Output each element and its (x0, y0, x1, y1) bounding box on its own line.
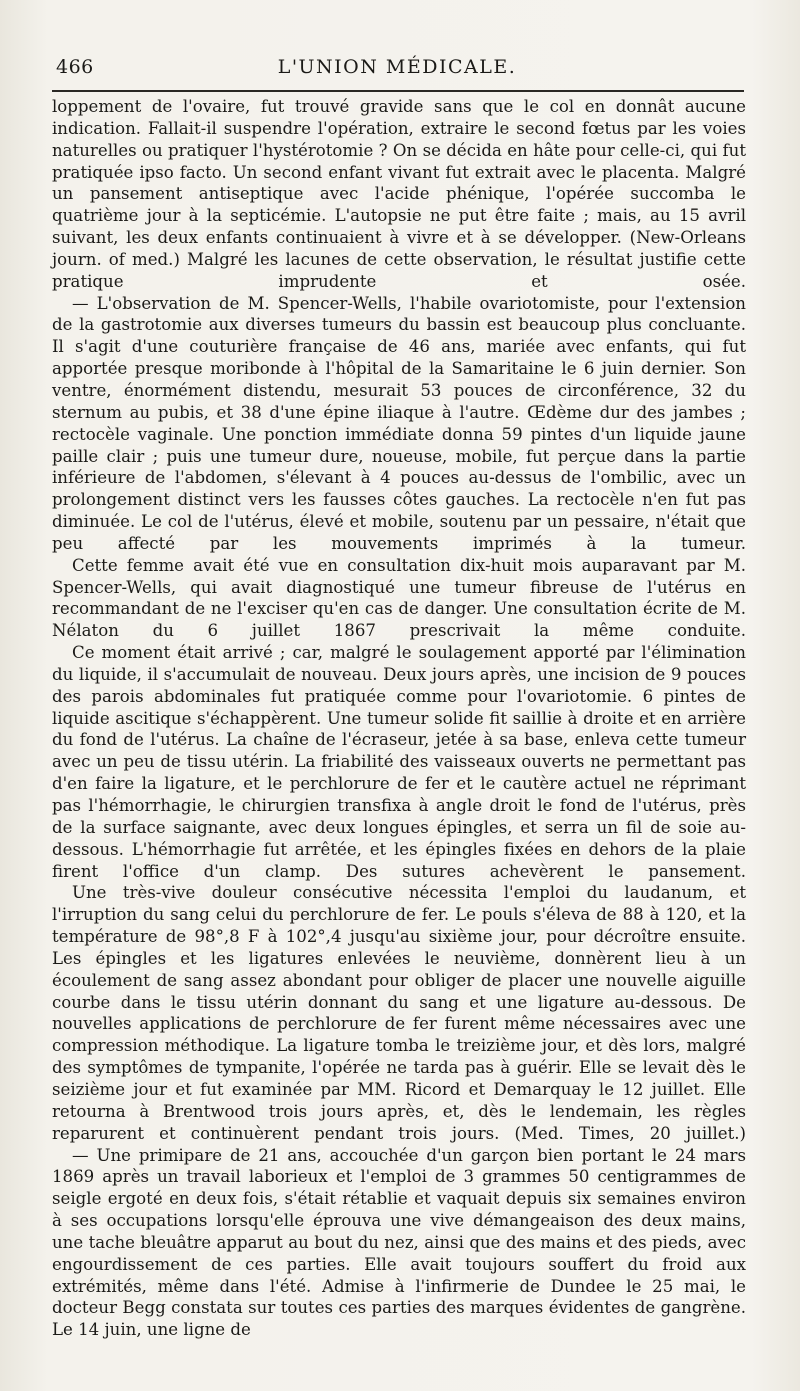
page-number: 466 (56, 56, 94, 78)
paragraph-5: Une très-vive douleur consécutive nécessita l'emploi du laudanum, et l'irruption du sang celui du perchlorure de fer. Le pouls s'éleva de 88 à 120, et la température de 98°,8 F à 102°,4 jusqu'au sixième jour, pour décroître ensuite. Les épingles et les ligatures enlevées le neuvième, donnèrent lieu à un écoulement de sang assez abondant pour obliger de placer une nouvelle aiguille courbe dans le tissu utérin donnant du sang et une ligature au-dessous. De nouvelles applications de perchlorure de fer furent même nécessaires avec une compression méthodique. La ligature tomba le treizième jour, et dès lors, malgré des symptômes de tympanite, l'opérée ne tarda pas à guérir. Elle se levait dès le seizième jour et fut examinée par MM. Ricord et Demarquay le 12 juillet. Elle retourna à Brentwood trois jours après, et, dès le lendemain, les règles reparurent et continuèrent pendant trois jours. (Med. Times, 20 juillet.) (52, 883, 746, 1143)
header-rule (52, 90, 744, 92)
paragraph-4: Ce moment était arrivé ; car, malgré le soulagement apporté par l'élimination du liquide, il s'accumulait de nouveau. Deux jours après, une incision de 9 pouces des parois abdominales fut pratiquée comme pour l'ovariotomie. 6 pintes de liquide ascitique s'échappèrent. Une tumeur solide fit saillie à droite et en arrière du fond de l'utérus. La chaîne de l'écraseur, jetée à sa base, enleva cette tumeur avec un peu de tissu utérin. La friabilité des vaisseaux ouverts ne permettant pas d'en faire la ligature, et le perchlorure de fer et le cautère actuel ne réprimant pas l'hémorrhagie, le chirurgien transfixa à angle droit le fond de l'utérus, près de la surface saignante, avec deux longues épingles, et serra un fil de soie au-dessous. L'hémorrhagie fut arrêtée, et les épingles fixées en dehors de la plaie firent l'office d'un clamp. Des sutures achevèrent le pansement. (52, 643, 746, 881)
paragraph-2: — L'observation de M. Spencer-Wells, l'habile ovariotomiste, pour l'extension de la gastrotomie aux diverses tumeurs du bassin est beaucoup plus concluante. Il s'agit d'une couturière française de 46 ans, mariée avec enfants, qui fut apportée presque moribonde à l'hôpital de la Samaritaine le 6 juin dernier. Son ventre, énormément distendu, mesurait 53 pouces de circonférence, 32 du sternum au pubis, et 38 d'une épine iliaque à l'autre. Œdème dur des jambes ; rectocèle vaginale. Une ponction immédiate donna 59 pintes d'un liquide jaune paille clair ; puis une tumeur dure, noueuse, mobile, fut perçue dans la partie inférieure de l'abdomen, s'élevant à 4 pouces au-dessus de l'ombilic, avec un prolongement distinct vers les fausses côtes gauches. La rectocèle n'en fut pas diminuée. Le col de l'utérus, élevé et mobile, soutenu par un pessaire, n'était que peu affecté par les mouvements imprimés à la tumeur. (52, 293, 746, 553)
paragraph-3: Cette femme avait été vue en consultation dix-huit mois auparavant par M. Spencer-Wells, qui avait diagnostiqué une tumeur fibreuse de l'utérus en recommandant de ne l'exciser qu'en cas de danger. Une consultation écrite de M. Nélaton du 6 juillet 1867 prescrivait la même conduite. (52, 555, 746, 641)
paragraph-6: — Une primipare de 21 ans, accouchée d'un garçon bien portant le 24 mars 1869 après un travail laborieux et l'emploi de 3 grammes 50 centigrammes de seigle ergoté en deux fois, s'était rétablie et vaquait depuis six semaines environ à ses occupations lorsqu'elle éprouva une vive démangeaison des deux mains, une tache bleuâtre apparut au bout du nez, ainsi que des mains et des pieds, avec engourdissement de ces parties. Elle avait toujours souffert du froid aux extrémités, même dans l'été. Admise à l'infirmerie de Dundee le 25 mai, le docteur Begg constata sur toutes ces parties des marques évidentes de gangrène. Le 14 juin, une ligne de (52, 1145, 746, 1340)
body-text (52, 96, 746, 1341)
paragraph-1: loppement de l'ovaire, fut trouvé gravide sans que le col en donnât aucune indication. Fallait-il suspendre l'opération, extraire le second fœtus par les voies naturelles ou pratiquer l'hystérotomie ? On se décida en hâte pour celle-ci, qui fut pratiquée ipso facto. Un second enfant vivant fut extrait avec le placenta. Malgré un pansement antiseptique avec l'acide phénique, l'opérée succomba le quatrième jour à la septicémie. L'autopsie ne put être faite ; mais, au 15 avril suivant, les deux enfants continuaient à vivre et à se développer. (New-Orleans journ. of med.) Malgré les lacunes de cette observation, le résultat justifie cette pratique imprudente et osée. (52, 97, 746, 291)
page-header (52, 56, 742, 86)
running-title: L'UNION MÉDICALE. (277, 56, 517, 78)
